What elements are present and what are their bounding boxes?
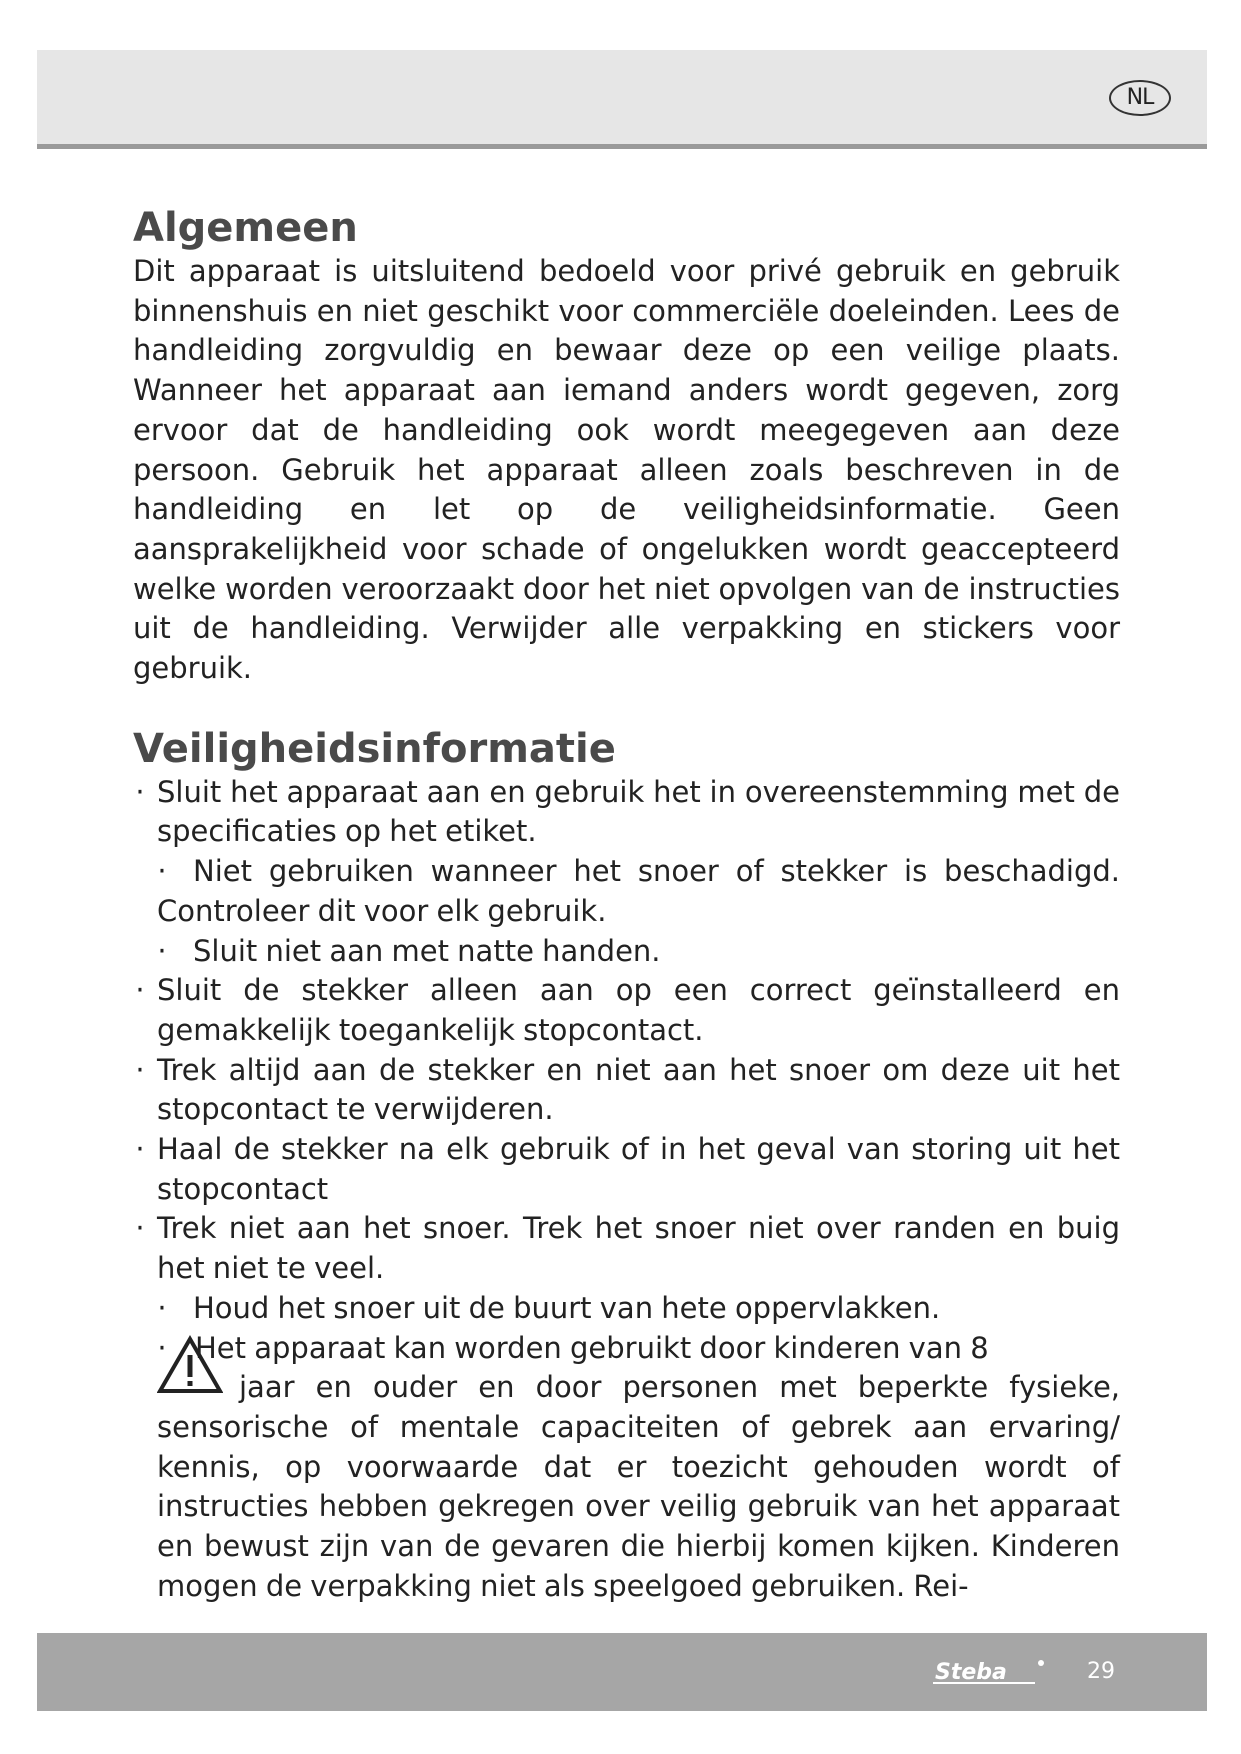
list-item-warning xyxy=(133,1329,1120,1607)
page-number: 29 xyxy=(1087,1659,1115,1684)
bullet-dot: · xyxy=(135,973,145,1008)
list-item xyxy=(133,932,1120,972)
list-item-text: Niet gebruiken wanneer het snoer of stekker is beschadigd. Controleer dit voor elk gebruik. xyxy=(157,854,1120,928)
list-item xyxy=(133,852,1120,931)
bullet-dot: · xyxy=(135,1211,145,1246)
section-title-safety: Veiligheidsinformatie xyxy=(133,725,616,772)
bullet-dot: · xyxy=(157,854,167,889)
list-item-text: Trek altijd aan de stekker en niet aan het snoer om deze uit het stopcontact te verwijderen. xyxy=(157,1052,1120,1127)
footer-band xyxy=(37,1633,1207,1711)
list-item xyxy=(133,1209,1120,1288)
list-item xyxy=(133,1051,1120,1130)
bullet-dot: · xyxy=(157,1290,167,1325)
header-band xyxy=(37,50,1207,149)
list-item-text: Sluit het apparaat aan en gebruik het in overeenstemming met de specificaties op het etiket. xyxy=(157,774,1120,849)
bullet-dot: · xyxy=(135,1132,145,1167)
list-item xyxy=(133,1130,1120,1209)
warning-triangle-icon xyxy=(157,1335,223,1395)
list-item xyxy=(133,1289,1120,1329)
warning-rest: sensorische of mentale capaciteiten of gebrek aan ervaring/ kennis, op voorwaarde dat er toezicht gehouden wordt of instructies hebben gekregen over veilig gebruik van het apparaat en bewust zijn van de gevaren die hierbij komen kijken. Kinderen mogen de verpakking niet als speelgoed gebruiken. Rei- xyxy=(157,1409,1120,1603)
list-item-text: Haal de stekker na elk gebruik of in het geval van storing uit het stopcontact xyxy=(157,1132,1120,1206)
general-paragraph: Dit apparaat is uitsluitend bedoeld voor privé gebruik en gebruik binnenshuis en niet geschikt voor commerciële doeleinden. Lees de handleiding zorgvuldig en bewaar deze op een veilige plaats. Wanneer het apparaat aan iemand anders wordt gegeven, zorg ervoor dat de handleiding ook wordt meegegeven aan deze persoon. Gebruik het apparaat alleen zoals beschreven in de handleiding en let op de veiligheidsinformatie. Geen aansprakelijkheid voor schade of ongelukken wordt geaccepteerd welke worden veroorzaakt door het niet opvolgen van de instructies uit de handleiding. Verwijder alle verpakking en stickers voor gebruik. xyxy=(133,254,1120,686)
section-title-general: Algemeen xyxy=(133,205,358,251)
brand-logo xyxy=(931,1655,1051,1689)
language-badge: NL xyxy=(1109,80,1171,116)
bullet-dot: · xyxy=(135,1052,145,1087)
list-item xyxy=(133,773,1120,852)
safety-list xyxy=(133,773,1133,1607)
warning-line-2: jaar en ouder en door personen met beperkte fysieke, xyxy=(239,1370,1120,1405)
page-content xyxy=(133,204,1133,1607)
bullet-dot: · xyxy=(157,933,167,968)
list-item-text: Sluit niet aan met natte handen. xyxy=(193,933,661,968)
warning-line-1: Het apparaat kan worden gebruikt door kinderen van 8 xyxy=(195,1330,989,1365)
brand-logo-text: Steba xyxy=(935,1660,1007,1685)
bullet-dot: · xyxy=(135,774,145,809)
list-item xyxy=(133,971,1120,1050)
list-item-text: Sluit de stekker alleen aan op een correct geïnstalleerd en gemakkelijk toegankelijk stopcontact. xyxy=(157,973,1120,1047)
section-gap xyxy=(133,689,1133,725)
list-item-text: Trek niet aan het snoer. Trek het snoer niet over randen en buig het niet te veel. xyxy=(157,1211,1120,1286)
bullet-dot: · xyxy=(157,1330,167,1365)
list-item-text: Houd het snoer uit de buurt van hete oppervlakken. xyxy=(193,1290,941,1325)
